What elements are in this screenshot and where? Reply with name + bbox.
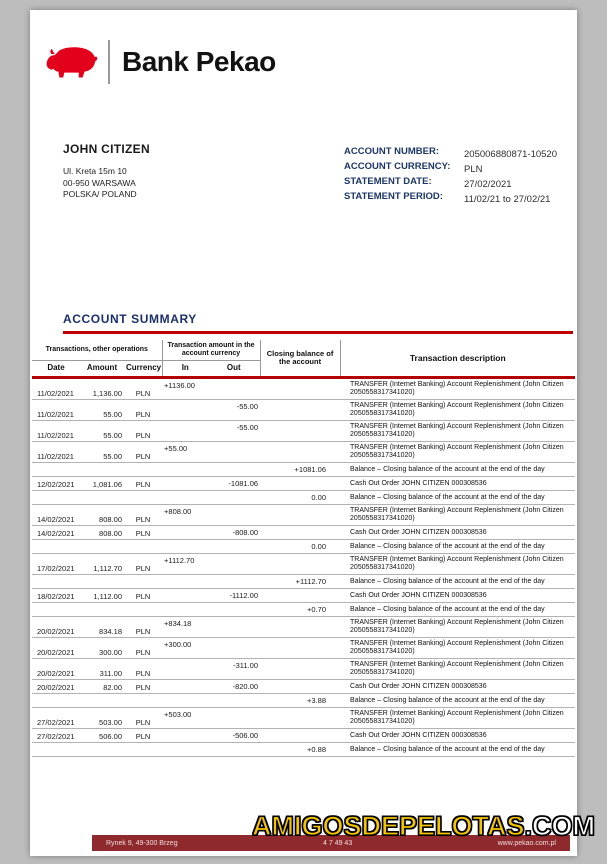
cell-in [162,659,208,680]
cell-balance: +1081.06 [260,463,340,477]
cell-in: +300.00 [162,638,208,659]
cell-in [162,680,208,694]
footer-website: www.pekao.com.pl [497,839,556,847]
cell-date: 20/02/2021 [32,659,80,680]
cell-balance [260,617,340,638]
cell-description: Cash Out Order JOHN CITIZEN 000308536 [340,526,575,540]
cell-currency: PLN [124,526,162,540]
cell-out [208,378,260,400]
cell-date [32,575,80,589]
cell-description: TRANSFER (Internet Banking) Account Replenishment (John Citizen 2050558317341020) [340,617,575,638]
cell-in [162,743,208,757]
cell-date [32,743,80,757]
cell-amount: 1,081.06 [80,477,124,491]
cell-balance [260,708,340,729]
cell-currency: PLN [124,708,162,729]
cell-currency: PLN [124,400,162,421]
cell-date: 11/02/2021 [32,421,80,442]
cell-out [208,540,260,554]
cell-out [208,743,260,757]
customer-name: JOHN CITIZEN [63,142,150,156]
address-line-3: POLSKA/ POLAND [63,189,137,199]
cell-currency [124,694,162,708]
cell-currency: PLN [124,421,162,442]
cell-in [162,729,208,743]
cell-currency: PLN [124,505,162,526]
cell-currency [124,463,162,477]
cell-in [162,603,208,617]
cell-currency [124,491,162,505]
cell-out: -1081.06 [208,477,260,491]
cell-in: +1136.00 [162,378,208,400]
account-currency-value: PLN [464,163,483,175]
cell-amount: 1,112.70 [80,554,124,575]
transactions-tbody [32,378,575,757]
balance-row [32,575,575,589]
cell-balance [260,477,340,491]
statement-date-label: STATEMENT DATE: [344,176,432,187]
cell-out [208,694,260,708]
cell-out [208,603,260,617]
header-closing-balance: Closing balance of the account [260,340,340,378]
cell-in [162,477,208,491]
cell-in [162,575,208,589]
cell-amount [80,463,124,477]
cell-amount [80,603,124,617]
logo-divider [108,40,110,84]
cell-description: Balance – Closing balance of the account at the end of the day [340,743,575,757]
cell-balance [260,589,340,603]
cell-description: Cash Out Order JOHN CITIZEN 000308536 [340,477,575,491]
cell-balance [260,378,340,400]
cell-balance [260,421,340,442]
cell-balance [260,400,340,421]
balance-row [32,694,575,708]
cell-balance [260,680,340,694]
cell-description: Cash Out Order JOHN CITIZEN 000308536 [340,680,575,694]
cell-in [162,400,208,421]
cell-amount: 1,136.00 [80,378,124,400]
cell-in [162,540,208,554]
cell-currency: PLN [124,442,162,463]
header-currency: Currency [126,363,162,372]
cell-out: -1112.00 [208,589,260,603]
cell-balance: +0.70 [260,603,340,617]
watermark [252,811,595,842]
cell-description: Balance – Closing balance of the account at the end of the day [340,575,575,589]
cell-in [162,463,208,477]
cell-currency [124,540,162,554]
cell-out [208,505,260,526]
account-info-block [344,144,557,204]
bank-logo [42,40,276,84]
cell-currency [124,575,162,589]
cell-date: 11/02/2021 [32,378,80,400]
cell-amount [80,540,124,554]
statement-period-label: STATEMENT PERIOD: [344,191,443,202]
cell-date: 20/02/2021 [32,617,80,638]
cell-amount: 55.00 [80,400,124,421]
cell-balance: +1112.70 [260,575,340,589]
header-amount: Amount [86,363,118,372]
address-line-1: Ul. Kreta 15m 10 [63,166,127,176]
cell-description: Balance – Closing balance of the account at the end of the day [340,540,575,554]
statement-date-value: 27/02/2021 [464,178,512,190]
cell-in [162,491,208,505]
cell-in [162,526,208,540]
cell-amount: 503.00 [80,708,124,729]
header-group-operations: Transactions, other operations [32,340,162,361]
cell-description: Balance – Closing balance of the account at the end of the day [340,463,575,477]
balance-row [32,463,575,477]
cell-amount: 311.00 [80,659,124,680]
cell-out: -506.00 [208,729,260,743]
cell-out [208,491,260,505]
transactions-table-wrap [32,340,575,757]
cell-out: -55.00 [208,400,260,421]
cell-out: -820.00 [208,680,260,694]
cell-amount: 55.00 [80,442,124,463]
cell-in [162,589,208,603]
cell-date [32,491,80,505]
balance-row [32,743,575,757]
cell-date: 20/02/2021 [32,638,80,659]
cell-out [208,554,260,575]
transaction-row [32,378,575,400]
cell-balance [260,554,340,575]
cell-amount: 834.18 [80,617,124,638]
transaction-row [32,505,575,526]
cell-in [162,694,208,708]
cell-description: Balance – Closing balance of the account at the end of the day [340,694,575,708]
cell-balance: +3.88 [260,694,340,708]
cell-description: TRANSFER (Internet Banking) Account Replenishment (John Citizen 2050558317341020) [340,505,575,526]
cell-description: TRANSFER (Internet Banking) Account Replenishment (John Citizen 2050558317341020) [340,400,575,421]
transaction-row [32,589,575,603]
cell-currency: PLN [124,638,162,659]
account-summary-title: ACCOUNT SUMMARY [63,312,197,326]
cell-amount [80,491,124,505]
cell-balance: 0.00 [260,540,340,554]
cell-out [208,575,260,589]
cell-date: 27/02/2021 [32,729,80,743]
cell-balance [260,638,340,659]
cell-out [208,708,260,729]
balance-row [32,491,575,505]
cell-amount: 300.00 [80,638,124,659]
cell-amount [80,743,124,757]
customer-address [63,166,150,201]
transaction-row [32,554,575,575]
bison-icon [42,41,100,83]
transaction-row [32,617,575,638]
cell-description: Cash Out Order JOHN CITIZEN 000308536 [340,729,575,743]
cell-balance [260,442,340,463]
transaction-row [32,421,575,442]
transaction-row [32,400,575,421]
cell-description: TRANSFER (Internet Banking) Account Replenishment (John Citizen 2050558317341020) [340,708,575,729]
cell-date: 11/02/2021 [32,400,80,421]
customer-block [63,142,150,201]
balance-row [32,540,575,554]
header-out: Out [208,361,260,378]
cell-in: +55.00 [162,442,208,463]
cell-out: -808.00 [208,526,260,540]
cell-amount: 1,112.00 [80,589,124,603]
watermark-main: AMIGOSDEPELOTAS [252,811,525,841]
header-description: Transaction description [409,353,506,363]
watermark-suffix: .COM [524,811,596,841]
cell-out [208,617,260,638]
cell-description: Cash Out Order JOHN CITIZEN 000308536 [340,589,575,603]
transaction-row [32,680,575,694]
cell-out [208,463,260,477]
cell-currency: PLN [124,617,162,638]
cell-amount [80,575,124,589]
cell-date: 12/02/2021 [32,477,80,491]
cell-date [32,603,80,617]
balance-row [32,603,575,617]
cell-amount [80,694,124,708]
cell-out: -311.00 [208,659,260,680]
address-line-2: 00-950 WARSAWA [63,177,136,188]
cell-balance [260,505,340,526]
cell-description: TRANSFER (Internet Banking) Account Replenishment (John Citizen 2050558317341020) [340,659,575,680]
cell-currency: PLN [124,554,162,575]
cell-in [162,421,208,442]
transaction-row [32,708,575,729]
cell-balance: 0.00 [260,491,340,505]
account-number-label: ACCOUNT NUMBER: [344,146,439,157]
cell-date: 18/02/2021 [32,589,80,603]
cell-out [208,638,260,659]
cell-description: Balance – Closing balance of the account at the end of the day [340,491,575,505]
footer-phone: 4 7 49 43 [323,839,353,847]
cell-description: TRANSFER (Internet Banking) Account Replenishment (John Citizen 2050558317341020) [340,442,575,463]
account-number-row [344,144,557,159]
cell-currency: PLN [124,680,162,694]
cell-amount: 808.00 [80,526,124,540]
table-header [32,340,575,378]
cell-out: -55.00 [208,421,260,442]
cell-currency: PLN [124,659,162,680]
transactions-table [32,340,575,757]
cell-currency [124,603,162,617]
account-summary-section [63,312,573,334]
cell-in: +503.00 [162,708,208,729]
cell-balance [260,659,340,680]
cell-date [32,694,80,708]
transaction-row [32,659,575,680]
cell-date [32,540,80,554]
cell-in: +1112.70 [162,554,208,575]
transaction-row [32,729,575,743]
cell-amount: 82.00 [80,680,124,694]
cell-amount: 506.00 [80,729,124,743]
transaction-row [32,638,575,659]
summary-title-rule [63,331,573,334]
cell-date: 11/02/2021 [32,442,80,463]
transaction-row [32,526,575,540]
cell-description: TRANSFER (Internet Banking) Account Replenishment (John Citizen 2050558317341020) [340,421,575,442]
statement-period-value: 11/02/21 to 27/02/21 [464,193,551,205]
cell-balance: +0.88 [260,743,340,757]
transaction-row [32,477,575,491]
cell-description: TRANSFER (Internet Banking) Account Replenishment (John Citizen 2050558317341020) [340,554,575,575]
cell-currency: PLN [124,378,162,400]
cell-date: 27/02/2021 [32,708,80,729]
cell-out [208,442,260,463]
account-currency-label: ACCOUNT CURRENCY: [344,161,451,172]
cell-balance [260,729,340,743]
cell-date: 14/02/2021 [32,505,80,526]
header-group-amount-currency: Transaction amount in the account currency [162,340,260,361]
cell-currency: PLN [124,729,162,743]
cell-currency: PLN [124,477,162,491]
header-date: Date [47,363,65,372]
account-number-value: 205006880871-10520 [464,148,557,160]
cell-in: +808.00 [162,505,208,526]
transaction-row [32,442,575,463]
cell-date: 17/02/2021 [32,554,80,575]
statement-date-row [344,174,557,189]
cell-date [32,463,80,477]
statement-page [30,10,596,856]
cell-date: 14/02/2021 [32,526,80,540]
cell-description: TRANSFER (Internet Banking) Account Replenishment (John Citizen 2050558317341020) [340,378,575,400]
cell-amount: 808.00 [80,505,124,526]
header-in: In [162,361,208,378]
statement-period-row [344,189,557,204]
cell-description: Balance – Closing balance of the account at the end of the day [340,603,575,617]
bank-name: Bank Pekao [122,46,276,77]
cell-amount: 55.00 [80,421,124,442]
cell-currency: PLN [124,589,162,603]
footer-address: Rynek 9, 49-300 Brzeg [106,839,178,847]
cell-date: 20/02/2021 [32,680,80,694]
cell-in: +834.18 [162,617,208,638]
cell-description: TRANSFER (Internet Banking) Account Replenishment (John Citizen 2050558317341020) [340,638,575,659]
cell-balance [260,526,340,540]
cell-currency [124,743,162,757]
